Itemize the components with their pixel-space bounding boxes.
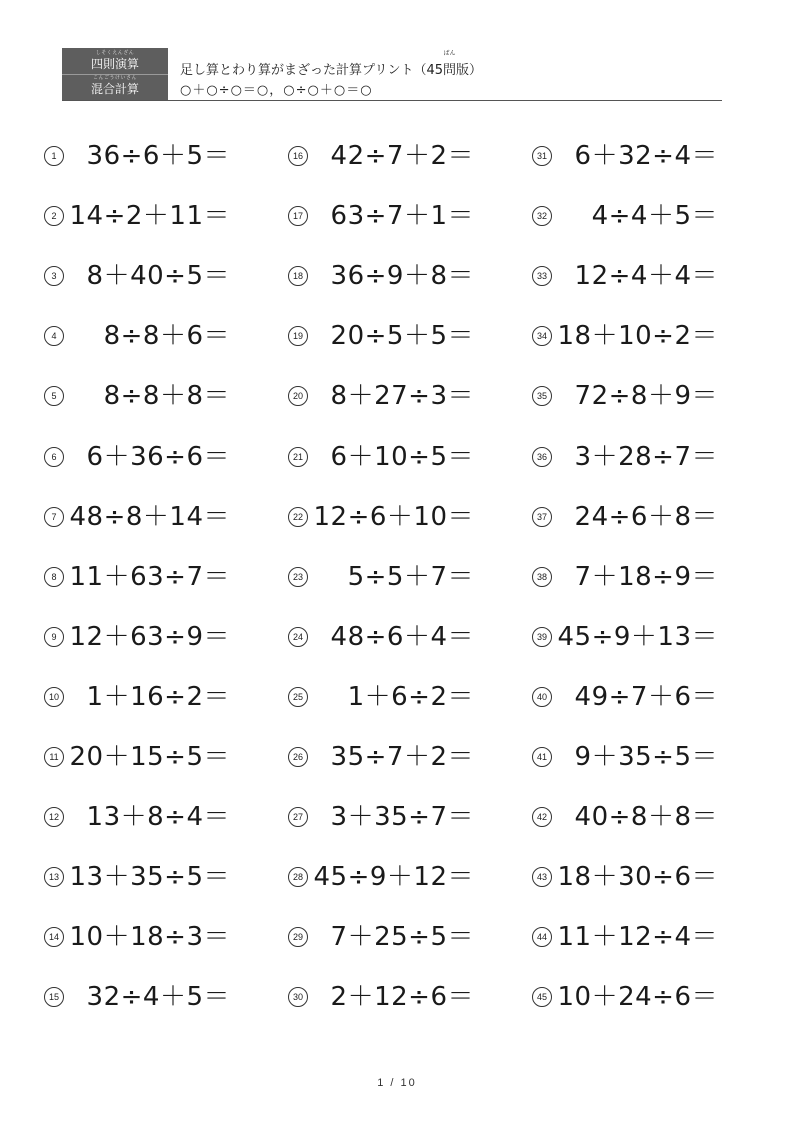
problem-number: 31: [532, 146, 552, 166]
problem-37: [532, 499, 718, 535]
problem-expression: 1＋16÷2＝: [86, 681, 230, 712]
problem-expression: 63÷7＋1＝: [330, 201, 474, 232]
problem-expression: 20÷5＋5＝: [330, 321, 474, 352]
problem-expression: 6＋36÷6＝: [86, 441, 230, 472]
problem-11: [44, 739, 230, 775]
problem-9: [44, 619, 230, 655]
problem-number: 43: [532, 867, 552, 887]
problem-32: [532, 198, 718, 234]
problem-expression: 13＋8÷4＝: [86, 802, 230, 833]
problem-23: [288, 559, 474, 595]
problem-number: 9: [44, 627, 64, 647]
problem-29: [288, 919, 474, 955]
problem-45: [532, 979, 718, 1015]
problem-number: 5: [44, 386, 64, 406]
problem-expression: 14÷2＋11＝: [69, 201, 230, 232]
problem-expression: 45÷9＋12＝: [313, 862, 474, 893]
problem-number: 35: [532, 386, 552, 406]
problem-expression: 7＋18÷9＝: [574, 561, 718, 592]
problem-2: [44, 198, 230, 234]
problem-number: 39: [532, 627, 552, 647]
problem-25: [288, 679, 474, 715]
problem-expression: 3＋35÷7＝: [330, 802, 474, 833]
problem-expression: 12÷4＋4＝: [574, 261, 718, 292]
problem-expression: 5÷5＋7＝: [347, 561, 474, 592]
problem-41: [532, 739, 718, 775]
problem-expression: 48÷8＋14＝: [69, 501, 230, 532]
problem-16: [288, 138, 474, 174]
problem-43: [532, 859, 718, 895]
problem-expression: 3＋28÷7＝: [574, 441, 718, 472]
title-kanji: 問: [443, 63, 457, 78]
problem-22: [288, 499, 474, 535]
problem-number: 42: [532, 807, 552, 827]
problem-10: [44, 679, 230, 715]
problem-expression: 32÷4＋5＝: [86, 982, 230, 1013]
title-kanji-ruby: ばん: [443, 50, 456, 57]
problem-number: 16: [288, 146, 308, 166]
problem-30: [288, 979, 474, 1015]
problem-19: [288, 318, 474, 354]
title-suffix: 版）: [456, 63, 483, 78]
problem-number: 37: [532, 507, 552, 527]
problem-6: [44, 439, 230, 475]
problem-33: [532, 258, 718, 294]
problem-26: [288, 739, 474, 775]
problem-expression: 18＋30÷6＝: [557, 862, 718, 893]
problem-number: 40: [532, 687, 552, 707]
problem-number: 21: [288, 447, 308, 467]
problem-number: 18: [288, 266, 308, 286]
problem-expression: 42÷7＋2＝: [330, 141, 474, 171]
problem-number: 15: [44, 987, 64, 1007]
problem-number: 34: [532, 326, 552, 346]
category-tag-bottom-label: 混合計算: [90, 82, 139, 96]
formula-pattern: ○＋○÷○＝○，○÷○＋○＝○: [180, 83, 373, 98]
problem-expression: 8÷8＋8＝: [103, 381, 230, 412]
problem-number: 29: [288, 927, 308, 947]
problem-expression: 35÷7＋2＝: [330, 742, 474, 772]
problem-number: 11: [44, 747, 64, 767]
problem-42: [532, 799, 718, 835]
problem-number: 2: [44, 206, 64, 226]
problem-number: 22: [288, 507, 308, 527]
problem-13: [44, 859, 230, 895]
category-tag-bottom-ruby: こんごうけいさん: [92, 75, 137, 81]
problem-21: [288, 439, 474, 475]
problem-34: [532, 318, 718, 354]
problem-35: [532, 378, 718, 414]
problem-expression: 18＋10÷2＝: [557, 321, 718, 352]
problem-number: 28: [288, 867, 308, 887]
problem-expression: 1＋6÷2＝: [347, 681, 474, 712]
problem-36: [532, 439, 718, 475]
problem-number: 8: [44, 567, 64, 587]
problem-expression: 7＋25÷5＝: [330, 922, 474, 953]
problem-expression: 11＋12÷4＝: [557, 922, 718, 953]
problem-number: 33: [532, 266, 552, 286]
problem-number: 7: [44, 507, 64, 527]
problem-20: [288, 378, 474, 414]
problem-number: 24: [288, 627, 308, 647]
problem-12: [44, 799, 230, 835]
problem-27: [288, 799, 474, 835]
problem-31: [532, 138, 718, 174]
problem-5: [44, 378, 230, 414]
title-prefix: 足し算とわり算がまざった計算プリント（45: [180, 63, 444, 78]
problem-expression: 9＋35÷5＝: [574, 742, 718, 772]
problem-number: 10: [44, 687, 64, 707]
category-tag-top-ruby: しそくえんざん: [95, 50, 135, 56]
problem-expression: 48÷6＋4＝: [330, 621, 474, 652]
problem-18: [288, 258, 474, 294]
problem-expression: 20＋15÷5＝: [69, 742, 230, 772]
problem-1: [44, 138, 230, 174]
problem-14: [44, 919, 230, 955]
problem-number: 17: [288, 206, 308, 226]
problem-expression: 12＋63÷9＝: [69, 621, 230, 652]
problem-8: [44, 559, 230, 595]
page-number: 1 / 10: [377, 1077, 417, 1089]
problem-expression: 36÷6＋5＝: [86, 141, 230, 171]
problem-3: [44, 258, 230, 294]
problem-expression: 10＋24÷6＝: [557, 982, 718, 1013]
problem-expression: 72÷8＋9＝: [574, 381, 718, 412]
problem-28: [288, 859, 474, 895]
problem-number: 26: [288, 747, 308, 767]
problem-expression: 6＋10÷5＝: [330, 441, 474, 472]
problem-17: [288, 198, 474, 234]
problem-expression: 24÷6＋8＝: [574, 501, 718, 532]
problem-expression: 6＋32÷4＝: [574, 141, 718, 171]
problem-number: 14: [44, 927, 64, 947]
problem-expression: 13＋35÷5＝: [69, 862, 230, 893]
problem-number: 27: [288, 807, 308, 827]
problem-expression: 45÷9＋13＝: [557, 621, 718, 652]
problem-number: 41: [532, 747, 552, 767]
problem-number: 19: [288, 326, 308, 346]
problem-number: 6: [44, 447, 64, 467]
problem-number: 20: [288, 386, 308, 406]
problem-expression: 10＋18÷3＝: [69, 922, 230, 953]
problem-4: [44, 318, 230, 354]
problem-number: 25: [288, 687, 308, 707]
problem-expression: 40÷8＋8＝: [574, 802, 718, 833]
problem-number: 30: [288, 987, 308, 1007]
problem-15: [44, 979, 230, 1015]
problem-number: 45: [532, 987, 552, 1007]
problem-number: 44: [532, 927, 552, 947]
problem-expression: 8＋40÷5＝: [86, 261, 230, 292]
problem-expression: 11＋63÷7＝: [69, 561, 230, 592]
problem-expression: 4÷4＋5＝: [591, 201, 718, 232]
problem-number: 3: [44, 266, 64, 286]
problem-number: 1: [44, 146, 64, 166]
problem-44: [532, 919, 718, 955]
problem-40: [532, 679, 718, 715]
problem-39: [532, 619, 718, 655]
category-tag-top-label: 四則演算: [90, 57, 139, 71]
problem-number: 4: [44, 326, 64, 346]
problem-number: 12: [44, 807, 64, 827]
problem-24: [288, 619, 474, 655]
problem-number: 38: [532, 567, 552, 587]
problem-expression: 8÷8＋6＝: [103, 321, 230, 352]
problem-expression: 12÷6＋10＝: [313, 501, 474, 532]
problem-number: 36: [532, 447, 552, 467]
problem-number: 13: [44, 867, 64, 887]
problem-38: [532, 559, 718, 595]
problem-7: [44, 499, 230, 535]
problem-expression: 2＋12÷6＝: [330, 982, 474, 1013]
problem-expression: 8＋27÷3＝: [330, 381, 474, 412]
problem-number: 23: [288, 567, 308, 587]
problem-expression: 36÷9＋8＝: [330, 261, 474, 292]
problem-number: 32: [532, 206, 552, 226]
problem-expression: 49÷7＋6＝: [574, 681, 718, 712]
